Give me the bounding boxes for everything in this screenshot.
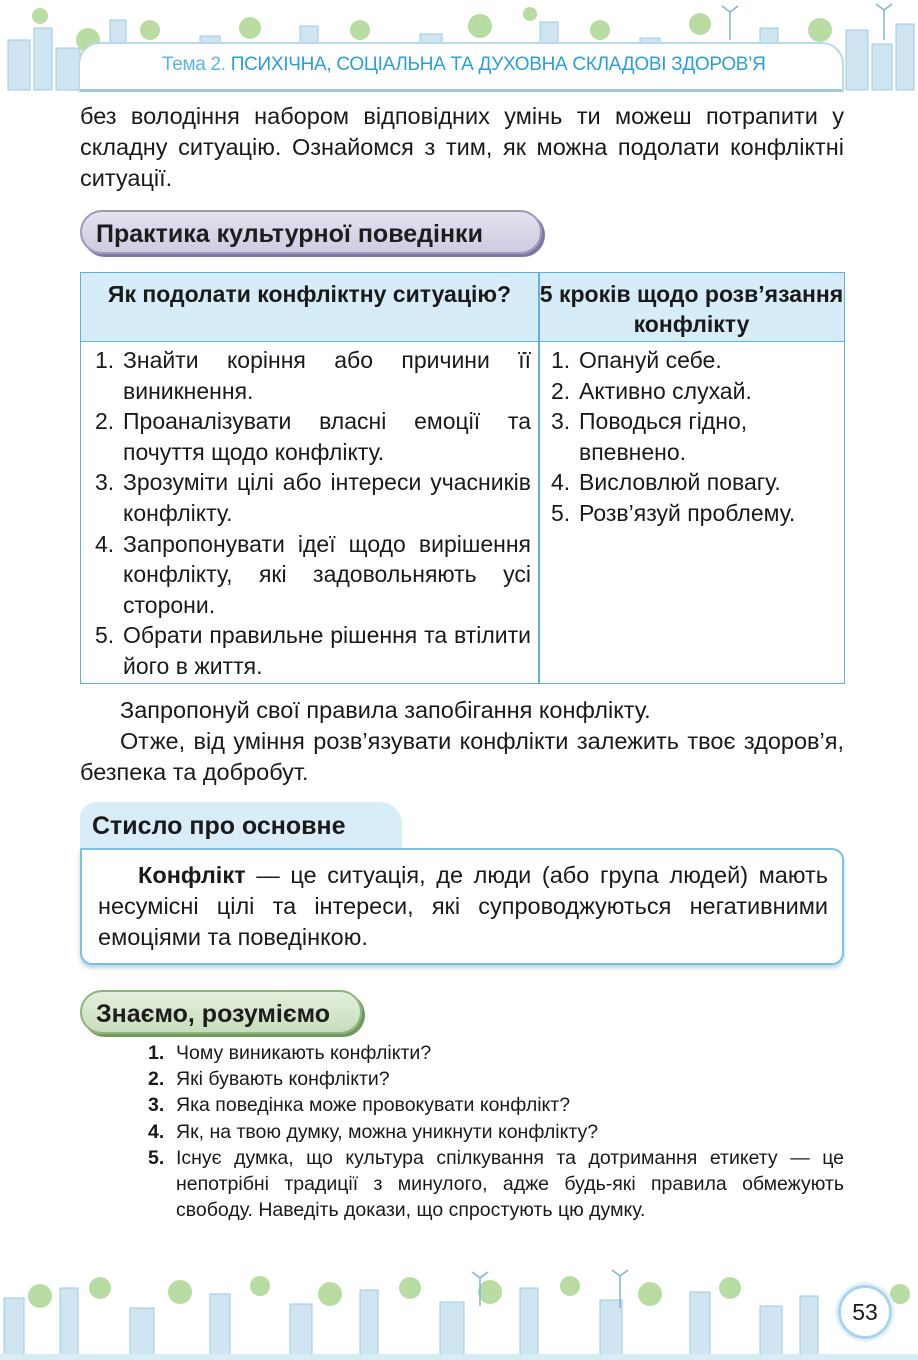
running-header	[162, 54, 766, 76]
item-number: 2.	[95, 408, 115, 435]
list-item	[551, 467, 841, 498]
table-header-col1: Як подолати конфліктну ситуацію?	[107, 281, 512, 307]
item-text: Опануй себе.	[579, 347, 722, 373]
list-item	[95, 345, 531, 406]
question-item	[148, 1040, 844, 1066]
item-text: Активно слухай.	[579, 377, 752, 404]
page-number: 53	[838, 1285, 892, 1339]
list-item	[95, 620, 531, 681]
questions-list	[148, 1040, 844, 1223]
definition-text: — це ситуація, де люди (або група людей) мають несумісні цілі та інтереси, які супроводжуються негативними емоціями та поведінкою.	[98, 862, 828, 950]
question-number: 4.	[148, 1120, 165, 1143]
question-number: 2.	[148, 1068, 165, 1091]
table-header-col2: 5 кроків щодо розв’язання конфлікту	[539, 281, 844, 337]
item-text: Висловлюй повагу.	[579, 469, 781, 496]
item-text: Обрати правильне рішення та втілити його в життя.	[123, 622, 531, 679]
item-text: Запропонувати ідеї щодо вирішення конфлікту, які задовольняють усі сторони.	[123, 530, 531, 618]
question-number: 1.	[148, 1042, 165, 1064]
item-number: 3.	[551, 408, 571, 435]
item-number: 1.	[95, 347, 115, 373]
list-item	[95, 467, 531, 528]
item-number: 3.	[95, 469, 115, 496]
list-item	[551, 345, 841, 376]
topic-label: Тема 2.	[162, 54, 226, 75]
list-item	[551, 406, 841, 467]
item-number: 4.	[95, 530, 115, 557]
item-number: 4.	[551, 469, 571, 496]
question-text: Які бувають конфлікти?	[176, 1068, 390, 1091]
list-item	[95, 406, 531, 467]
proposal-paragraph: Запропонуй свої правила запобігання конфлікту.	[120, 697, 651, 723]
intro-paragraph: без володіння набором відповідних умінь ти можеш потрапити у складну ситуацію. Ознайомся з тим, як можна подолати конфліктні ситуації.	[80, 103, 844, 191]
conclusion-paragraph: Отже, від уміння розв’язувати конфлікти залежить твоє здоров’я, безпека та добробут.	[80, 728, 844, 785]
how-to-overcome-list	[95, 345, 531, 682]
question-text: Існує думка, що культура спілкування та дотримання етикету — це непотрібні традиції з минулого, адже будь-які правила обмежують свободу. Наведіть докази, що спростують цю думку.	[176, 1146, 844, 1222]
list-item	[551, 498, 841, 529]
question-item	[148, 1119, 844, 1145]
topic-title: ПСИХІЧНА, СОЦІАЛЬНА ТА ДУХОВНА СКЛАДОВІ ЗДОРОВ’Я	[230, 54, 766, 75]
item-text: Проаналізувати власні емоції та почуття щодо конфлікту.	[123, 408, 531, 465]
question-item	[148, 1145, 844, 1224]
question-text: Чому виникають конфлікти?	[176, 1042, 432, 1064]
list-item	[551, 376, 841, 407]
footer-city-illustration	[0, 1268, 918, 1360]
question-item	[148, 1066, 844, 1092]
item-number: 5.	[551, 499, 571, 526]
item-number: 5.	[95, 622, 115, 649]
practice-section-title: Практика культурної поведінки	[80, 210, 542, 254]
list-item	[95, 529, 531, 621]
definition-paragraph	[98, 860, 828, 953]
question-text: Як, на твою думку, можна уникнути конфлікту?	[176, 1120, 599, 1143]
summary-section-title: Стисло про основне	[80, 802, 402, 850]
question-text: Яка поведінка може провокувати конфлікт?	[176, 1094, 571, 1117]
conflict-table	[80, 272, 845, 684]
item-text: Поводься гідно, впевнено.	[579, 408, 748, 465]
question-number: 3.	[148, 1094, 165, 1117]
item-text: Розв’язуй проблему.	[579, 499, 796, 526]
item-number: 1.	[551, 347, 571, 373]
question-item	[148, 1092, 844, 1118]
definition-term: Конфлікт	[138, 862, 246, 888]
item-number: 2.	[551, 377, 571, 404]
item-text: Зрозуміти цілі або інтереси учасників конфлікту.	[123, 469, 531, 526]
five-steps-list	[551, 345, 841, 529]
questions-section-title: Знаємо, розуміємо	[80, 990, 362, 1034]
question-number: 5.	[148, 1146, 165, 1169]
item-text: Знайти коріння або причини її виникнення.	[123, 347, 531, 404]
